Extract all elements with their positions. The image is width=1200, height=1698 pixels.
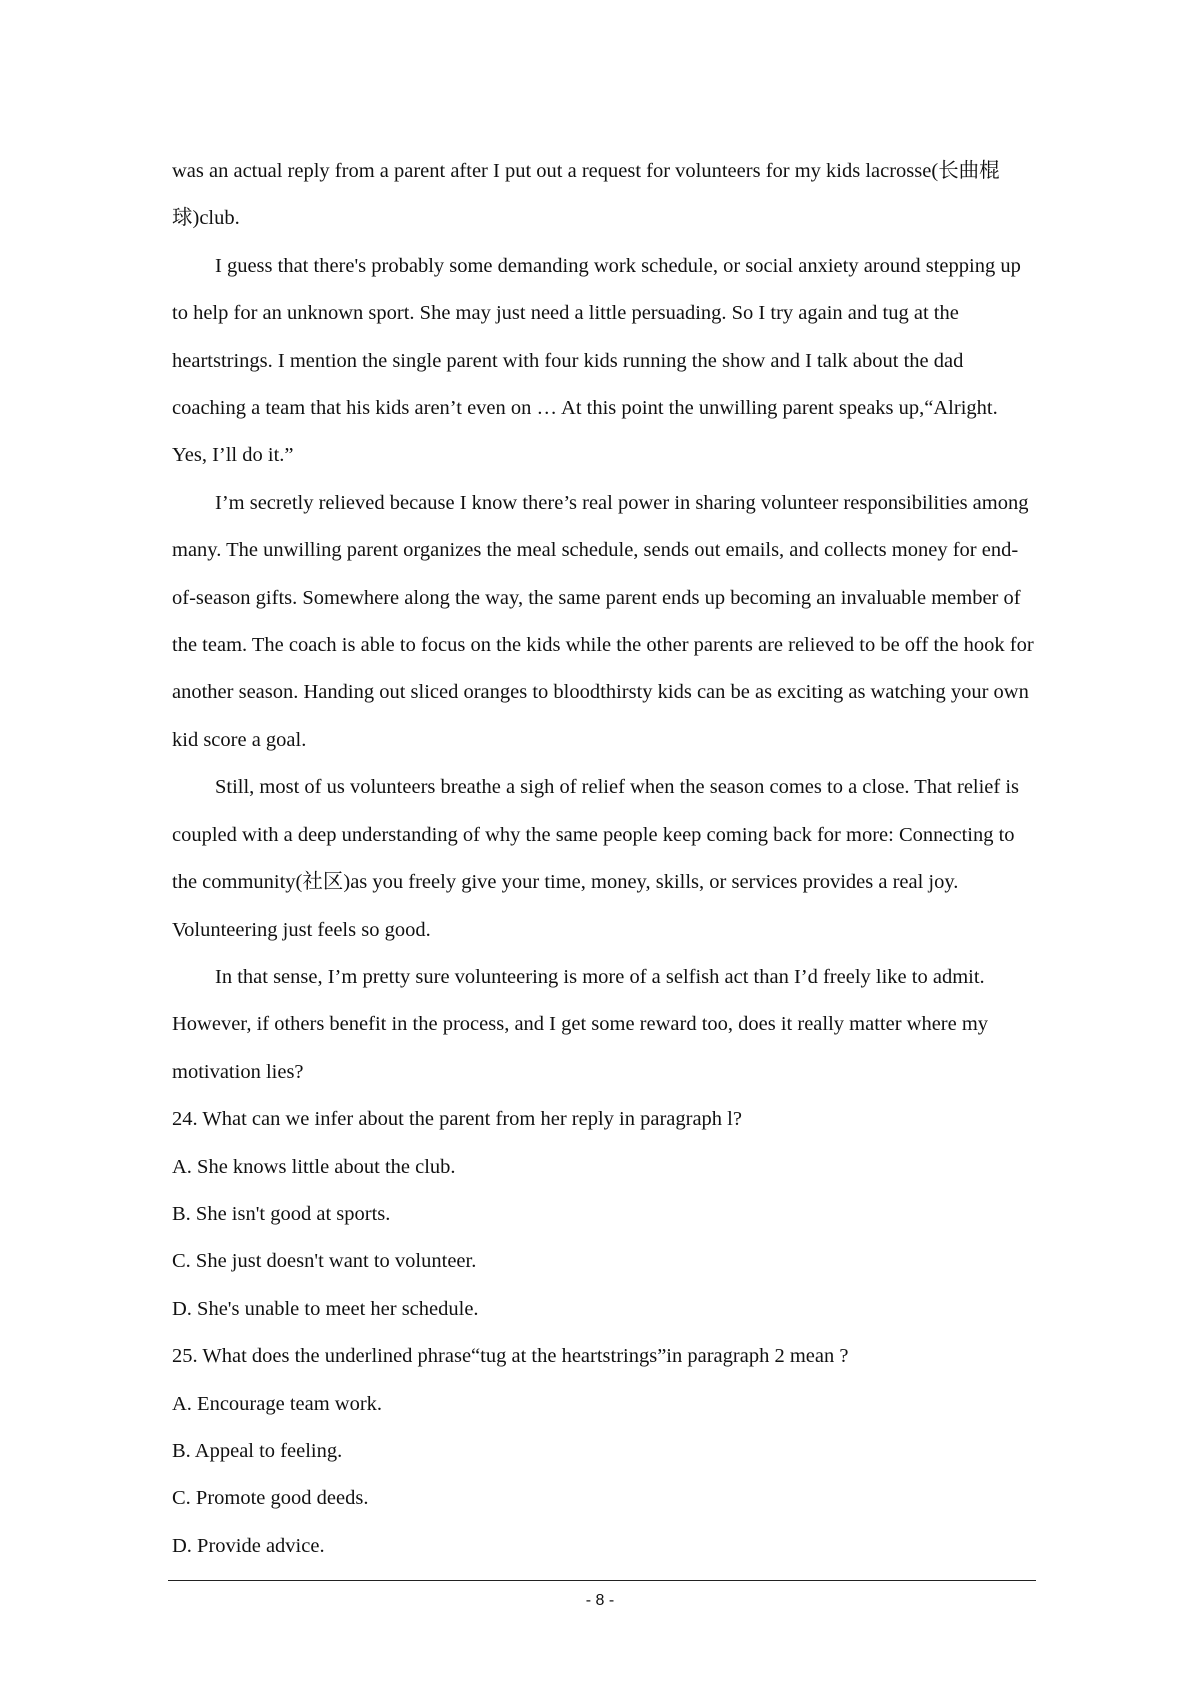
passage-paragraph-1: was an actual reply from a parent after I put out a request for volunteers for my kids lacrosse(长曲棍球)club.	[172, 160, 1000, 230]
page-content	[172, 148, 1034, 1570]
passage-paragraph-3: I’m secretly relieved because I know there’s real power in sharing volunteer responsibilities among many. The unwilling parent organizes the meal schedule, sends out emails, and collects money for end-of-season gifts. Somewhere along the way, the same parent ends up becoming an invaluable member of the team. The coach is able to focus on the kids while the other parents are relieved to be off the hook for another season. Handing out sliced oranges to bloodthirsty kids can be as exciting as watching your own kid score a goal.	[172, 491, 1034, 751]
passage-paragraph-5: In that sense, I’m pretty sure volunteering is more of a selfish act than I’d freely like to admit. However, if others benefit in the process, and I get some reward too, does it really matter where my motivation lies?	[172, 965, 989, 1083]
footer-divider	[168, 1580, 1036, 1581]
question-24-option-d: D. She's unable to meet her schedule.	[172, 1297, 479, 1320]
question-25-option-d: D. Provide advice.	[172, 1534, 325, 1557]
question-24-option-b: B. She isn't good at sports.	[172, 1202, 391, 1225]
question-25-option-a: A. Encourage team work.	[172, 1392, 383, 1415]
question-24-option-c: C. She just doesn't want to volunteer.	[172, 1250, 477, 1273]
question-24-stem: 24. What can we infer about the parent from her reply in paragraph l?	[172, 1108, 742, 1131]
question-25-option-b: B. Appeal to feeling.	[172, 1439, 343, 1462]
passage-paragraph-2: I guess that there's probably some demanding work schedule, or social anxiety around stepping up to help for an unknown sport. She may just need a little persuading. So I try again and tug at the heartstrings. I mention the single parent with four kids running the show and I talk about the dad coaching a team that his kids aren’t even on … At this point the unwilling parent speaks up,“Alright. Yes, I’ll do it.”	[172, 254, 1021, 467]
question-25-option-c: C. Promote good deeds.	[172, 1487, 369, 1510]
passage-paragraph-4: Still, most of us volunteers breathe a sigh of relief when the season comes to a close. That relief is coupled with a deep understanding of why the same people keep coming back for more: Connecting to the community(社区)as you freely give your time, money, skills, or services provides a real joy. Volunteering just feels so good.	[172, 776, 1020, 941]
page-number: - 8 -	[585, 1592, 615, 1609]
question-25-stem: 25. What does the underlined phrase“tug at the heartstrings”in paragraph 2 mean ?	[172, 1345, 849, 1368]
question-24-option-a: A. She knows little about the club.	[172, 1155, 456, 1178]
